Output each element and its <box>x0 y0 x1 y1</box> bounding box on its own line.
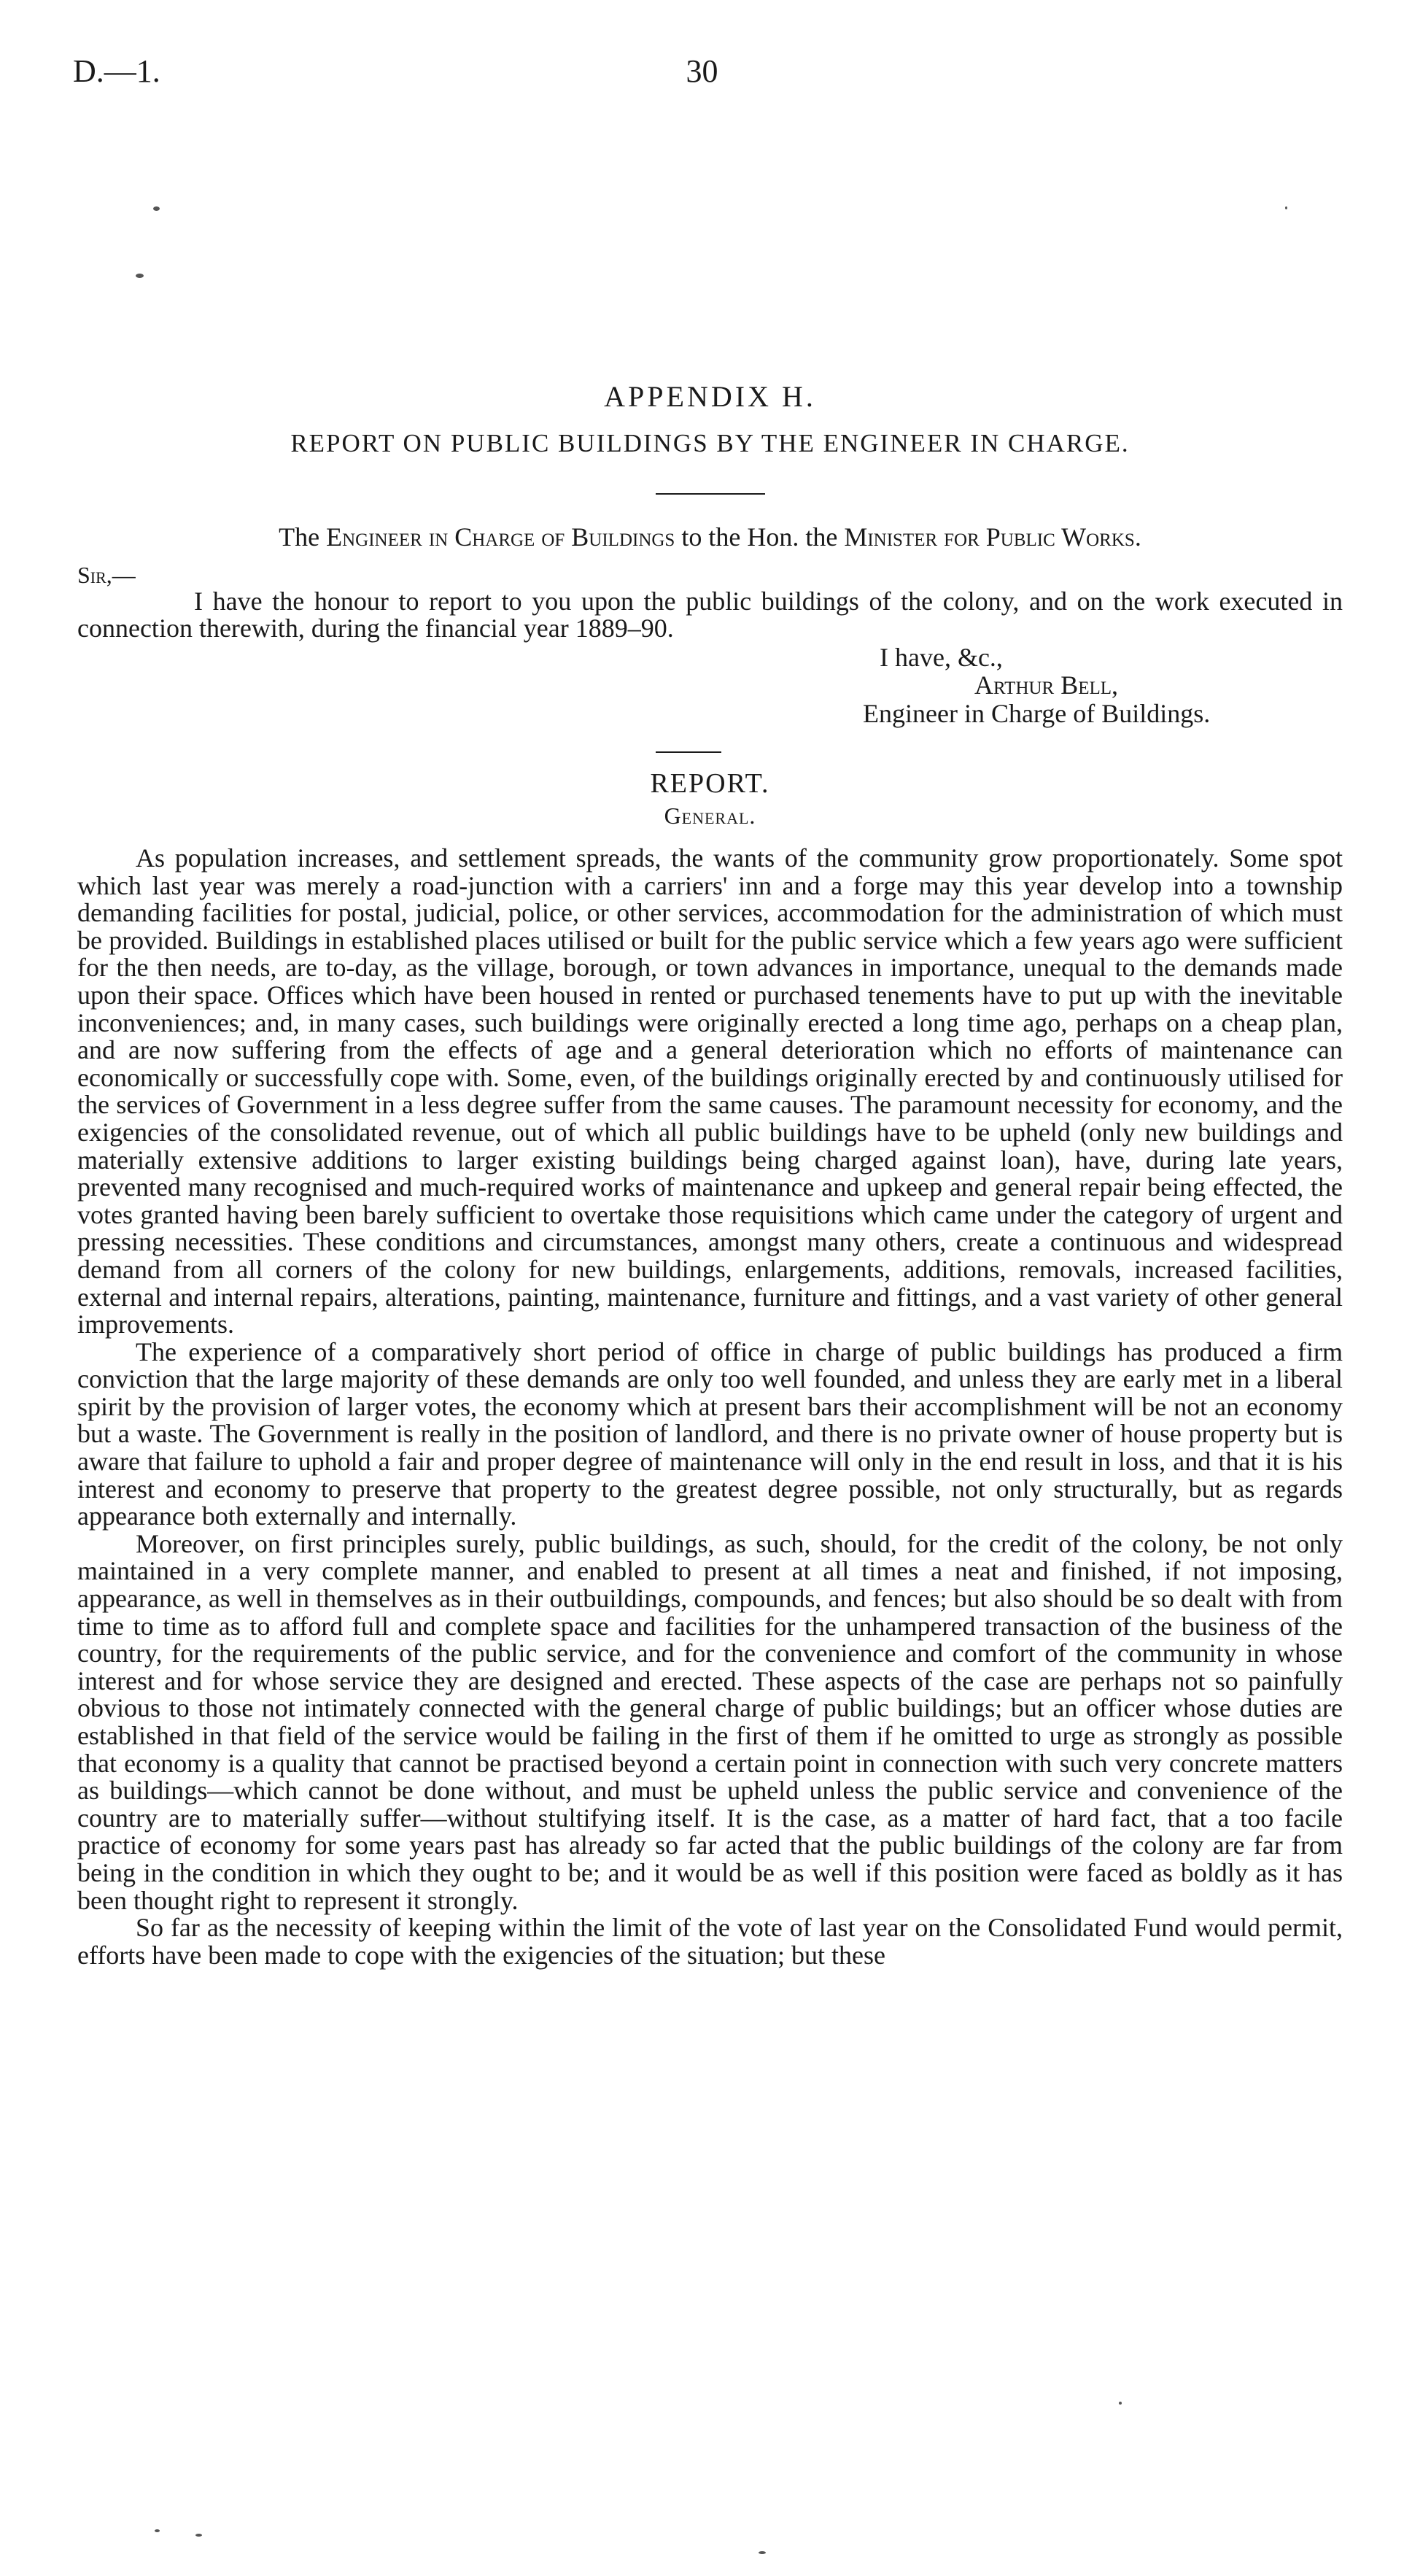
section-divider <box>656 751 721 753</box>
title-divider <box>656 493 765 495</box>
scan-speck <box>155 2529 160 2532</box>
report-body <box>77 845 1343 1969</box>
signoff-title: Engineer in Charge of Buildings. <box>863 699 1211 728</box>
address-line: The Engineer in Charge of Buildings to the Hon. the Minister for Public Works. <box>279 522 1141 552</box>
letter-body: I have the honour to report to you upon the public buildings of the colony, and on the work executed in connection therewith, during the financial year 1889–90. <box>77 587 1343 643</box>
address-to: Minister for Public Works. <box>844 522 1141 552</box>
appendix-title: APPENDIX H. <box>604 380 816 413</box>
report-heading: REPORT. <box>650 768 770 799</box>
scan-speck <box>1119 2402 1122 2405</box>
appendix-subtitle: REPORT ON PUBLIC BUILDINGS BY THE ENGINEER IN CHARGE. <box>290 429 1130 457</box>
section-heading: General. <box>664 802 756 829</box>
address-from: Engineer in Charge of Buildings <box>326 522 675 552</box>
report-paragraph: So far as the necessity of keeping within the limit of the vote of last year on the Consolidated Fund would permit, efforts have been made to cope with the exigencies of the situation; but these <box>77 1913 1343 1970</box>
address-to-prefix: to the Hon. the <box>681 522 838 552</box>
report-paragraph: The experience of a comparatively short period of office in charge of public buildings has produced a firm conviction that the large majority of these demands are only too well founded, and unless they are early met in a liberal spirit by the provision of larger votes, the economy which at present bars their accomplishment will be not an economy but a waste. The Government is really in the position of landlord, and there is no private owner of house property but is aware that failure to uphold a fair and proper degree of maintenance will only in the end result in loss, and that it is his interest and economy to preserve that property to the greatest degree possible, not only structurally, but as regards appearance both externally and internally. <box>77 1337 1343 1531</box>
scan-speck <box>195 2534 202 2537</box>
signoff-closing: I have, &c., <box>880 643 1003 672</box>
scan-speck <box>1285 206 1287 209</box>
document-reference: D.—1. <box>73 53 160 89</box>
salutation: Sir,— <box>77 562 136 588</box>
report-paragraph: As population increases, and settlement spreads, the wants of the community grow proportionately. Some spot which last year was merely a road-junction with a carriers' inn and a forge may this year develop into a township demanding facilities for postal, judicial, police, or other services, accommodation for the administration of which must be provided. Buildings in established places utilised or built for the public service which a few years ago were sufficient for the then needs, are to-day, as the village, borough, or town advances in importance, unequal to the demands made upon their space. Offices which have been housed in rented or purchased tenements have to put up with the inevitable inconveniences; and, in many cases, such buildings were originally erected a long time ago, perhaps on a cheap plan, and are now suffering from the effects of age and a general deterioration which no efforts of maintenance can economically or successfully cope with. Some, even, of the buildings originally erected by and continuously utilised for the services of Government in a less degree suffer from the same causes. The paramount necessity for economy, and the exigencies of the consolidated revenue, out of which all public buildings have to be upheld (only new buildings and materially extensive additions to larger existing buildings being charged against loan), have, during late years, prevented many recognised and much-required works of maintenance and upkeep and general repair being effected, the votes granted having been barely sufficient to overtake those requisitions which came under the category of urgent and pressing necessities. These conditions and circumstances, amongst many others, create a continuous and widespread demand from all corners of the colony for new buildings, enlargements, additions, removals, increased facilities, external and internal repairs, alterations, painting, maintenance, furniture and fittings, and a vast variety of other general improvements. <box>77 843 1343 1339</box>
report-paragraph: Moreover, on first principles surely, public buildings, as such, should, for the credit of the colony, be not only maintained in a very complete manner, and enabled to present at all times a neat and finished, if not imposing, appearance, as well in themselves as in their outbuildings, compounds, and fences; but also should be so dealt with from time to time as to afford full and complete space and facilities for the unhampered transaction of the business of the country, for the requirements of the public service, and for the convenience and comfort of the community in whose interest and for whose service they are designed and erected. These aspects of the case are perhaps not so painfully obvious to those not intimately connected with the general charge of public buildings; but an officer whose duties are established in that field of the service would be failing in the first of them if he omitted to urge as strongly as possible that economy is a quality that cannot be practised beyond a certain point in connection with such very concrete matters as buildings—which cannot be done without, and must be upheld unless the public service and convenience of the country are to materially suffer—without stultifying itself. It is the case, as a matter of hard fact, that a too facile practice of economy for some years past has already so far acted that the public buildings of the colony are far from being in the condition in which they ought to be; and it would be as well if this position were faced as boldly as it has been thought right to represent it strongly. <box>77 1528 1343 1915</box>
scan-speck <box>759 2551 766 2554</box>
scan-speck <box>153 206 160 211</box>
signoff-name: Arthur Bell, <box>974 670 1119 700</box>
scan-speck <box>136 274 144 278</box>
page-number: 30 <box>686 53 718 89</box>
